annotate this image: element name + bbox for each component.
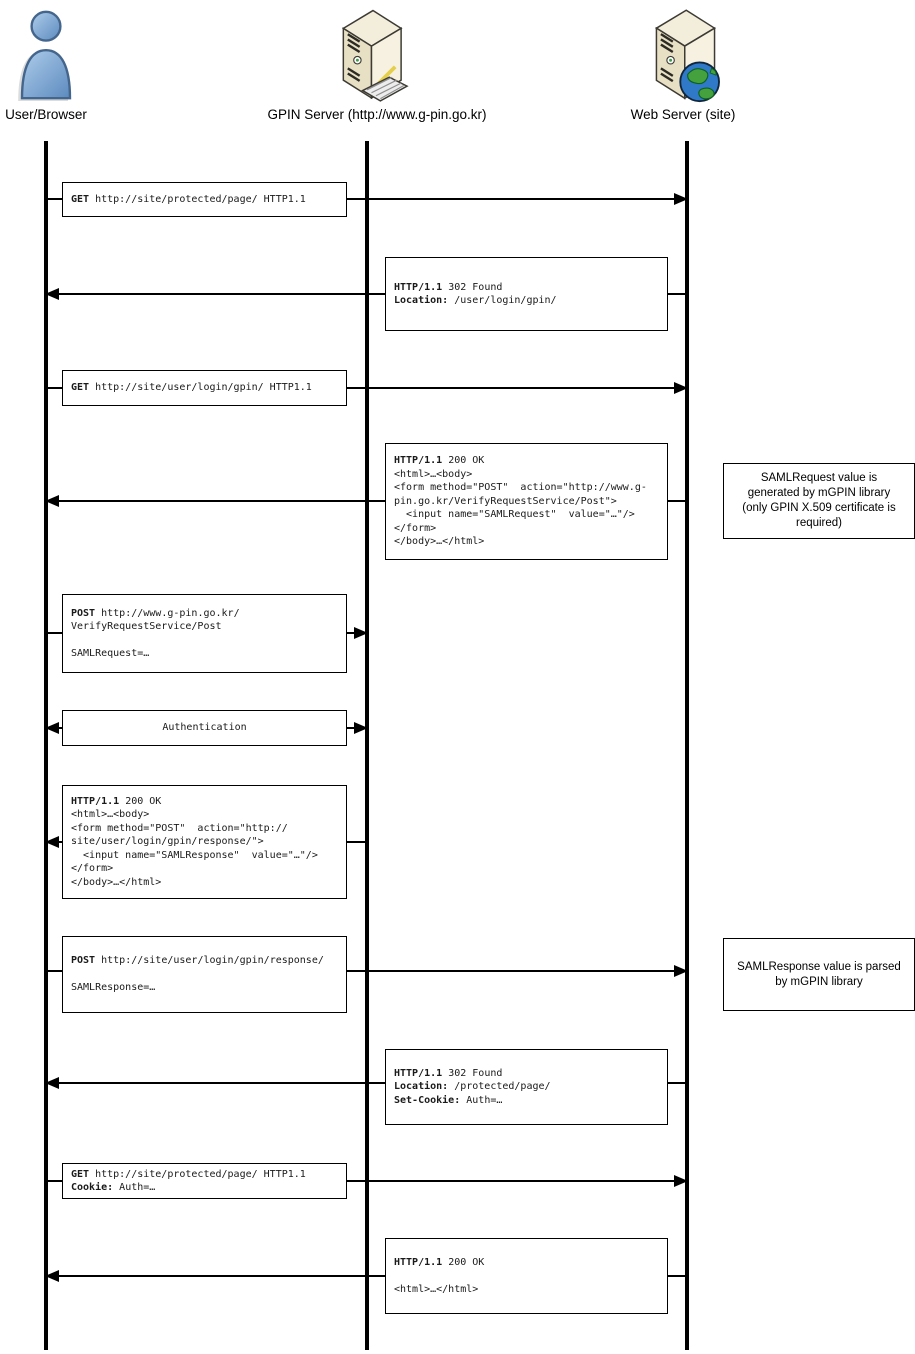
message-box-200-samlresponse-form: HTTP/1.1 200 OK <html>…<body> <form method="POST" action="http:// site/user/login/gpin/response/"> <input name="SAMLResponse" value="…"/> </form> </body>…</html> bbox=[62, 785, 347, 899]
message-box-get-protected-page: GET http://site/protected/page/ HTTP1.1 bbox=[62, 182, 347, 217]
gpin-server-icon bbox=[330, 2, 410, 113]
lifeline-gpin-server bbox=[365, 141, 369, 1350]
lifeline-web-server bbox=[685, 141, 689, 1350]
message-box-post-samlresponse: POST http://site/user/login/gpin/response/ SAMLResponse=… bbox=[62, 936, 347, 1013]
message-box-302-to-login: HTTP/1.1 302 Found Location: /user/login/gpin/ bbox=[385, 257, 668, 331]
message-box-get-login-gpin: GET http://site/user/login/gpin/ HTTP1.1 bbox=[62, 370, 347, 406]
message-box-authentication: Authentication bbox=[62, 710, 347, 746]
lifeline-user bbox=[44, 141, 48, 1350]
note-samlrequest: SAMLRequest value is generated by mGPIN library (only GPIN X.509 certificate is required) bbox=[723, 463, 915, 539]
actor-label-gpin-server: GPIN Server (http://www.g-pin.go.kr) bbox=[267, 107, 487, 122]
message-box-get-with-cookie: GET http://site/protected/page/ HTTP1.1 Cookie: Auth=… bbox=[62, 1163, 347, 1199]
actor-label-user: User/Browser bbox=[5, 107, 87, 122]
message-box-post-verifyrequest: POST http://www.g-pin.go.kr/ VerifyRequestService/Post SAMLRequest=… bbox=[62, 594, 347, 673]
user-icon bbox=[17, 8, 75, 107]
globe-icon bbox=[680, 62, 719, 101]
message-box-200-final: HTTP/1.1 200 OK <html>…</html> bbox=[385, 1238, 668, 1314]
web-server-icon bbox=[646, 2, 722, 113]
message-box-302-set-cookie: HTTP/1.1 302 Found Location: /protected/page/ Set-Cookie: Auth=… bbox=[385, 1049, 668, 1125]
actor-label-web-server: Web Server (site) bbox=[630, 107, 736, 122]
message-box-200-samlrequest-form: HTTP/1.1 200 OK <html>…<body> <form method="POST" action="http://www.g- pin.go.kr/VerifyRequestService/Post"> <input name="SAMLRequest" value="…"/> </form> </body>…</html> bbox=[385, 443, 668, 560]
note-samlresponse: SAMLResponse value is parsed by mGPIN library bbox=[723, 938, 915, 1011]
